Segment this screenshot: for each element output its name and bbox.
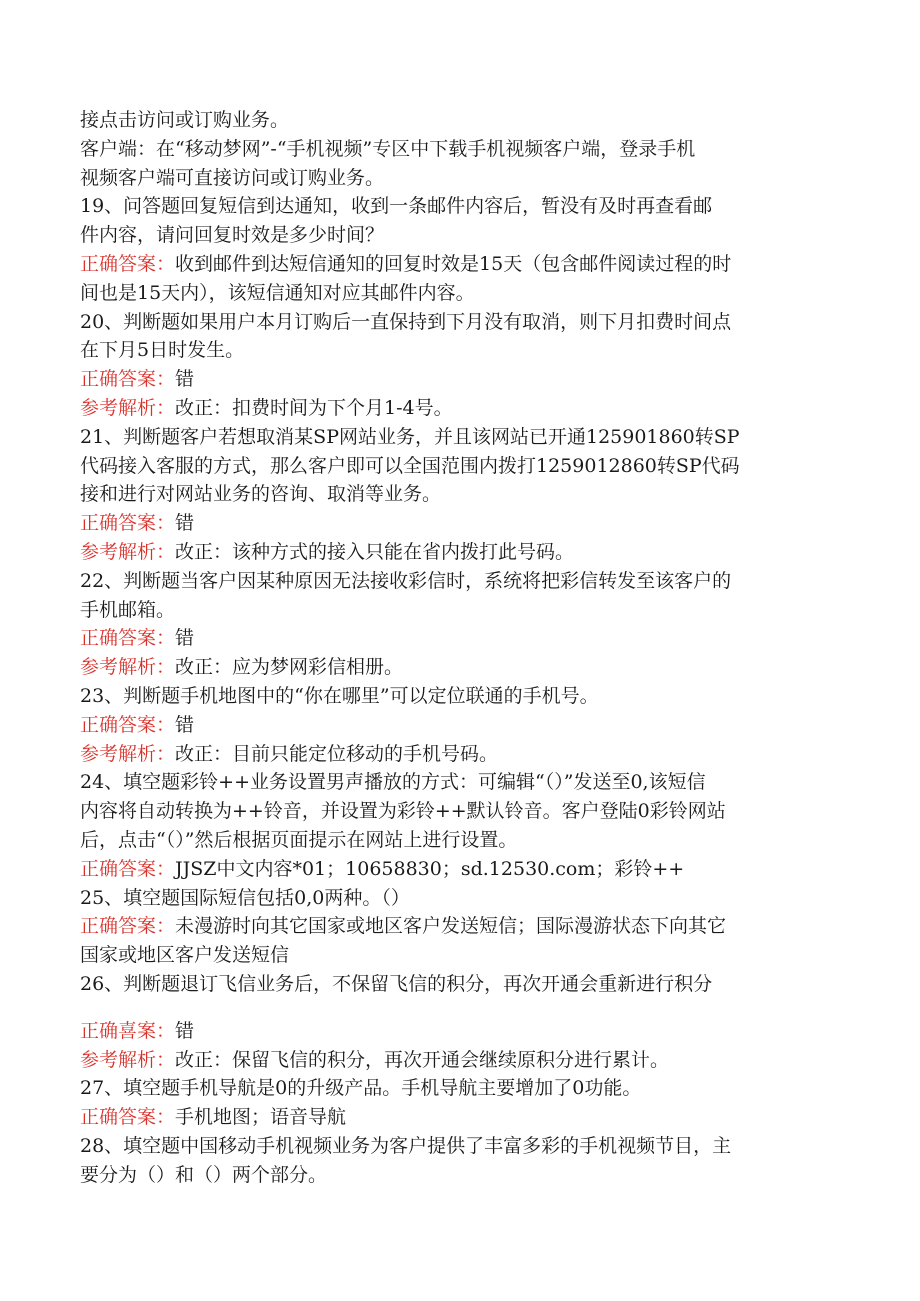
- text-line: [80, 826, 840, 855]
- line-text: 后，点击“（）”然后根据页面提示在网站上进行设置。: [80, 828, 518, 851]
- text-line: [80, 1017, 840, 1046]
- text-line: [80, 884, 840, 913]
- text-line: [80, 941, 840, 970]
- line-text: 错: [175, 713, 195, 736]
- answer-label: 正确答案：: [80, 368, 176, 391]
- text-line: [80, 797, 840, 826]
- document-page: [80, 106, 840, 1189]
- text-line: [80, 480, 840, 509]
- text-line: [80, 768, 840, 797]
- line-text: 23、判断题手机地图中的“你在哪里”可以定位联通的手机号。: [80, 684, 599, 707]
- line-text: 改正：保留飞信的积分，再次开通会继续原积分进行累计。: [175, 1048, 670, 1071]
- answer-label: 参考解析：: [80, 396, 176, 419]
- answer-label: 参考解析：: [80, 742, 176, 765]
- text-line: [80, 538, 840, 567]
- text-line: [80, 711, 840, 740]
- line-text: 要分为（）和（）两个部分。: [80, 1163, 328, 1186]
- line-text: 内容将自动转换为++铃音，并设置为彩铃++默认铃音。客户登陆0彩铃网站: [80, 800, 726, 823]
- text-line: [80, 596, 840, 625]
- text-line: [80, 912, 840, 941]
- line-text: 客户端：在“移动梦网”-“手机视频”专区中下载手机视频客户端，登录手机: [80, 137, 696, 160]
- line-text: JJSZ中文内容*01；10658830；sd.12530.com；彩铃++: [175, 857, 685, 880]
- text-line: [80, 1046, 840, 1075]
- line-text: 国家或地区客户发送短信: [80, 944, 290, 967]
- answer-label: 正确答案：: [80, 627, 176, 650]
- answer-label: 参考解析：: [80, 540, 176, 563]
- line-text: 错: [175, 368, 195, 391]
- text-line: [80, 509, 840, 538]
- text-line: [80, 653, 840, 682]
- answer-label: 参考解析：: [80, 1048, 176, 1071]
- line-text: 接和进行对网站业务的咨询、取消等业务。: [80, 483, 442, 506]
- answer-label: 正确答案：: [80, 915, 176, 938]
- line-text: 改正：应为梦网彩信相册。: [175, 656, 404, 679]
- line-text: 视频客户端可直接访问或订购业务。: [80, 166, 385, 189]
- line-text: 改正：扣费时间为下个月1-4号。: [175, 396, 453, 419]
- answer-label: 正确答案：: [80, 512, 176, 535]
- text-line: [80, 1132, 840, 1161]
- text-line: [80, 135, 840, 164]
- answer-label: 参考解析：: [80, 656, 176, 679]
- line-text: 错: [175, 627, 195, 650]
- answer-label: 正确答案：: [80, 1106, 176, 1129]
- line-text: 改正：目前只能定位移动的手机号码。: [175, 742, 499, 765]
- line-text: 21、判断题客户若想取消某SP网站业务，并且该网站已开通125901860转SP: [80, 425, 740, 448]
- text-line: [80, 423, 840, 452]
- text-line: [80, 365, 840, 394]
- text-line: [80, 394, 840, 423]
- line-text: 28、填空题中国移动手机视频业务为客户提供了丰富多彩的手机视频节目，主: [80, 1134, 732, 1157]
- line-text: 27、填空题手机导航是0的升级产品。手机导航主要增加了0功能。: [80, 1077, 642, 1100]
- line-text: 收到邮件到达短信通知的回复时效是15天（包含邮件阅读过程的时: [175, 252, 732, 275]
- text-line: [80, 221, 840, 250]
- text-line: [80, 336, 840, 365]
- answer-label: 正确答案：: [80, 252, 176, 275]
- line-text: 错: [175, 512, 195, 535]
- text-line: [80, 970, 840, 999]
- line-text: 手机邮箱。: [80, 598, 176, 621]
- line-text: 接点击访问或订购业务。: [80, 109, 290, 131]
- answer-label: 正确答案：: [80, 857, 176, 880]
- text-line: [80, 624, 840, 653]
- text-line: [80, 682, 840, 711]
- answer-label: 正确答案：: [80, 713, 176, 736]
- line-text: 24、填空题彩铃++业务设置男声播放的方式：可编辑“（）”发送至0,该短信: [80, 771, 706, 794]
- text-line: [80, 192, 840, 221]
- line-text: 改正：该种方式的接入只能在省内拨打此号码。: [175, 540, 575, 563]
- text-line: [80, 279, 840, 308]
- paragraph-gap: [80, 999, 840, 1017]
- line-text: 19、问答题回复短信到达通知，收到一条邮件内容后，暂没有及时再查看邮: [80, 195, 713, 218]
- text-line: [80, 855, 840, 884]
- text-line: [80, 164, 840, 193]
- text-line: [80, 452, 840, 481]
- line-text: 手机地图；语音导航: [175, 1106, 347, 1129]
- line-text: 22、判断题当客户因某种原因无法接收彩信时，系统将把彩信转发至该客户的: [80, 569, 732, 592]
- text-line: [80, 308, 840, 337]
- line-text: 代码接入客服的方式，那么客户即可以全国范围内拨打1259012860转SP代码: [80, 454, 740, 477]
- line-text: 未漫游时向其它国家或地区客户发送短信；国际漫游状态下向其它: [175, 915, 727, 938]
- text-line: [80, 740, 840, 769]
- text-line: [80, 250, 840, 279]
- text-line: [80, 1103, 840, 1132]
- text-line: [80, 1074, 840, 1103]
- line-text: 错: [175, 1019, 195, 1042]
- line-text: 件内容，请问回复时效是多少时间？: [80, 224, 385, 247]
- line-text: 间也是15天内），该短信通知对应其邮件内容。: [80, 281, 475, 304]
- text-line: [80, 106, 840, 135]
- line-text: 25、填空题国际短信包括0,0两种。（）: [80, 886, 410, 909]
- answer-label: 正确喜案：: [80, 1019, 176, 1042]
- line-text: 20、判断题如果用户本月订购后一直保持到下月没有取消，则下月扣费时间点: [80, 310, 732, 333]
- line-text: 26、判断题退订飞信业务后，不保留飞信的积分，再次开通会重新进行积分: [80, 972, 713, 995]
- text-line: [80, 1161, 840, 1190]
- line-text: 在下月5日时发生。: [80, 339, 245, 362]
- text-line: [80, 567, 840, 596]
